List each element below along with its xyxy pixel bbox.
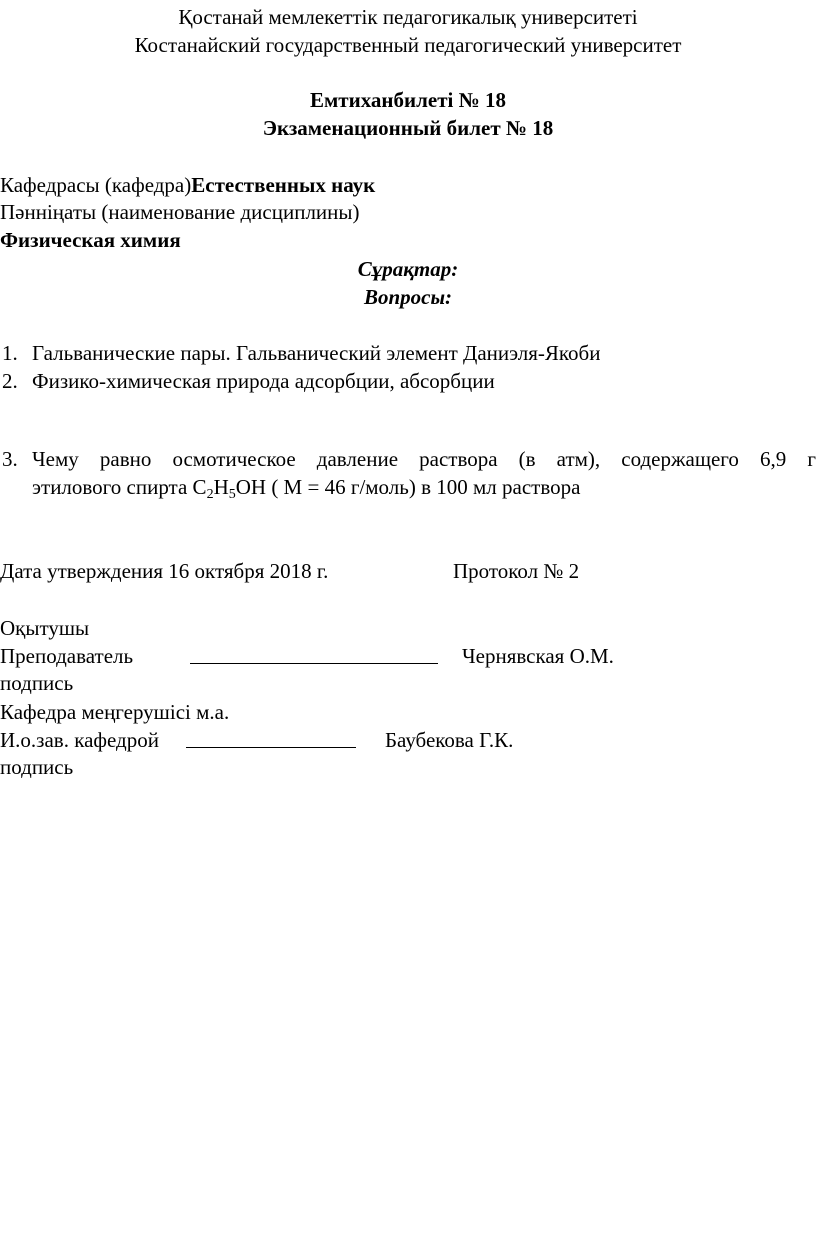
discipline-label: Пәнніңаты (наименование дисциплины)	[0, 200, 360, 224]
question-number: 1.	[2, 341, 18, 365]
signature-caption: подпись	[0, 671, 74, 695]
question-number: 2.	[2, 369, 18, 393]
question-text: Гальванические пары. Гальванический элемент Даниэля-Якоби	[32, 341, 601, 365]
formula-element: Н	[213, 475, 229, 499]
department-label: Кафедрасы (кафедра)	[0, 173, 192, 197]
formula-subscript: 5	[228, 487, 236, 502]
protocol-number: Протокол № 2	[453, 559, 580, 583]
formula-prefix: этилового спирта С	[32, 475, 207, 499]
teacher-label-kz: Оқытушы	[0, 616, 90, 640]
question-text-line1: Чему равно осмотическое давление раствора (в атм), содержащего 6,9 г	[32, 447, 816, 471]
question-number: 3.	[2, 447, 18, 471]
department-row	[0, 172, 375, 198]
head-label-kz: Кафедра меңгерушісі м.а.	[0, 700, 230, 724]
head-signature-line	[186, 727, 356, 748]
ticket-title-kz: Емтиханбилеті № 18	[309, 88, 506, 112]
approval-date: Дата утверждения 16 октября 2018 г.	[0, 559, 329, 583]
signature-caption: подпись	[0, 755, 74, 779]
head-label-ru: И.о.зав. кафедрой	[0, 728, 159, 752]
questions-heading-ru: Вопросы:	[363, 285, 453, 309]
discipline-value: Физическая химия	[0, 228, 181, 252]
question-text: Физико-химическая природа адсорбции, абсорбции	[32, 369, 495, 393]
teacher-signature-line	[190, 643, 438, 664]
question-text-line2	[32, 474, 580, 500]
teacher-name: Чернявская О.М.	[462, 644, 614, 668]
formula-subscript: 2	[206, 487, 214, 502]
university-name-ru: Костанайский государственный педагогический университет	[134, 33, 682, 57]
department-value: Естественных наук	[191, 173, 376, 197]
questions-heading-kz: Сұрақтар:	[357, 257, 459, 281]
formula-suffix: ОН ( М = 46 г/моль) в 100 мл раствора	[235, 475, 581, 499]
teacher-label-ru: Преподаватель	[0, 644, 134, 668]
university-name-kz: Қостанай мемлекеттік педагогикалық университеті	[178, 5, 638, 29]
head-name: Баубекова Г.К.	[385, 728, 514, 752]
ticket-title-ru: Экзаменационный билет № 18	[262, 116, 554, 140]
